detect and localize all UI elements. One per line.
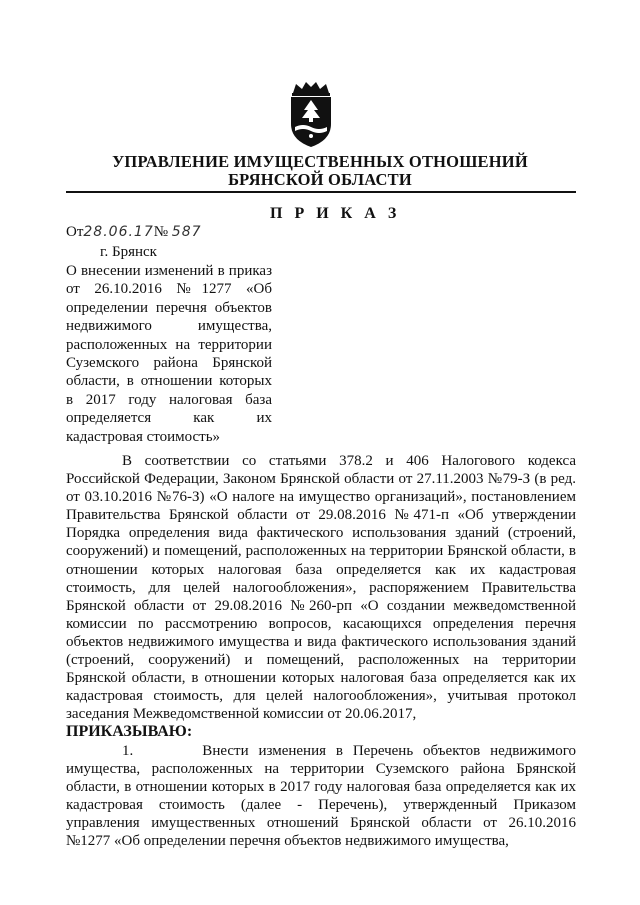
document-type: П Р И К А З [270,205,401,222]
order-item-1: 1. Внести изменения в Перечень объектов недвижимого имущества, расположенных на территории Суземского района Брянской области, в отношении которых в 2017 году налоговая база определяется как их кадастровая стоимость (далее - Перечень), утвержденный Приказом управления имущественных отношений Брянской области от 26.10.2016 №1277 «Об определении перечня объектов недвижимого имущества, [66,742,576,849]
organization-name-line1: УПРАВЛЕНИЕ ИМУЩЕСТВЕННЫХ ОТНОШЕНИЙ [112,152,528,171]
organization-name-line2: БРЯНСКОЙ ОБЛАСТИ [228,170,412,189]
coat-of-arms-icon [283,80,339,150]
handwritten-number: 587 [171,224,202,240]
document-body [66,452,576,850]
header-divider [66,191,576,193]
date-prefix: От [66,224,84,240]
preamble-paragraph: В соответствии со статьями 378.2 и 406 Налогового кодекса Российской Федерации, Законом Брянской области от 27.11.2003 №79-З (в ред. от 03.10.2016 №76-З) «О налоге на имущество организаций», постановлением Правительства Брянской области от 29.08.2016 №471-п «Об утверждении Порядка определения вида фактического использования зданий (строений, сооружений) и помещений, расположенных на территории Брянской области, в отношении которых налоговая база определяется как их кадастровая стоимость, для целей налогообложения», распоряжением Правительства Брянской области от 29.08.2016 №260-рп «О создании межведомственной комиссии по рассмотрению вопросов, касающихся определения перечня объектов недвижимого имущества и вида фактического использования зданий (строений, сооружений) и помещений, расположенных на территории Брянской области, в отношении которых налоговая база определяется как их кадастровая стоимость, для целей налогообложения», учитывая протокол заседания Межведомственной комиссии от 20.06.2017, [66,453,576,723]
order-heading: ПРИКАЗЫВАЮ: [66,723,193,741]
order-subject: О внесении изменений в приказ от 26.10.2016 №1277 «Об определении перечня объектов недвижимого имущества, расположенных на территории Суземского района Брянской области, в отношении которых в 2017 году налоговая база определяется как их кадастровая стоимость» [66,263,272,445]
handwritten-date: 28.06.17 [83,224,154,240]
date-number-line [66,224,202,241]
number-label: № [153,224,169,240]
city: г. Брянск [100,244,157,260]
